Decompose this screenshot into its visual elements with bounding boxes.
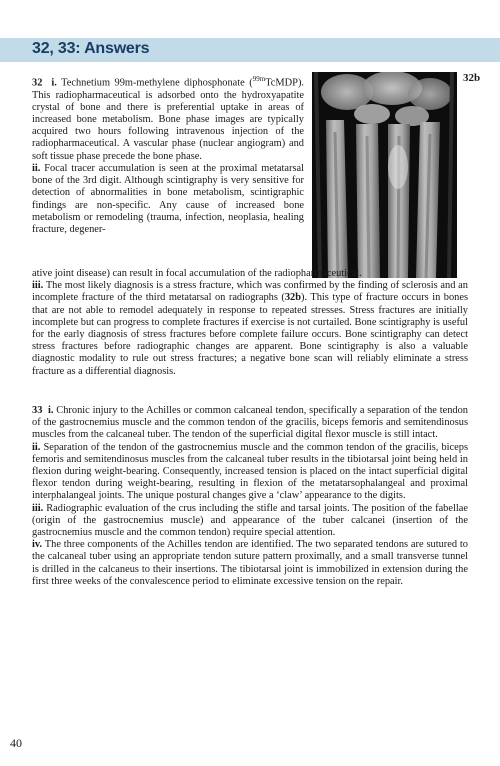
answer-32-ii-continued: ative joint disease) can result in focal accumulation of the radiopharmaceutical.: [32, 268, 362, 279]
part-label: iii.: [32, 502, 44, 514]
part-label: iii.: [32, 280, 44, 292]
answer-33-iii: iii. Radiographic evaluation of the crus including the stifle and tarsal joints. The position of the fabellae (origin of the gastrocnemius muscle) and appearance of the tuber calcanei (insertion of the gastrocnemius muscle and the common tendon) require special attention.: [32, 502, 468, 539]
figure-reference: 32b: [284, 292, 302, 304]
answer-33-i: 33 i. Chronic injury to the Achilles or common calcaneal tendon, specifically a separation of the tendon of the gastrocnemius muscle and the common tendon of the gracilis, biceps femoris and semitendinosus muscles from the calcaneal tuber. The tendon of the superficial digital flexor muscle is still intact.: [32, 405, 468, 441]
part-label: i.: [48, 405, 54, 416]
page-title: 32, 33: Answers: [32, 40, 150, 57]
answer-32-top: [32, 73, 304, 236]
part-label: i.: [51, 77, 57, 89]
part-label: ii.: [32, 162, 41, 174]
answer-32-ii: ii. Focal tracer accumulation is seen at the proximal metatarsal bone of the 3rd digit. Although scintigraphy is very sensitive for detection of abnormalities in bone metabolism, scintigraphic findings are non-specific. Any cause of increased bone metabolism or remodeling (trauma, infection, neoplasia, healing fracture, degener-: [32, 162, 304, 235]
answer-32-i: 32 i. Technetium 99m-methylene diphosphonate ($^{99m}$TcMDP). This radiopharmaceutical is adsorbed onto the hydroxyapatite crystal of bone and there is preferential uptake in areas of increased bone metabolism. Bone phase images are typically acquired two hours following intravenous injection of the radiopharmaceutical. A vascular phase (nuclear angiogram) and soft tissue phase precede the bone phase.: [32, 75, 304, 162]
page-number: 40: [10, 736, 22, 750]
part-label: ii.: [32, 441, 41, 453]
radiograph-image: [312, 72, 457, 278]
answer-33-iv: iv. The three components of the Achilles tendon are identified. The two separated tendons are sutured to the calcaneal tuber using an appropriate tendon suture pattern proximally, and a small transverse tunnel is drilled in the calcaneus to their insertions. The tibiotarsal joint is immobilized in extension during the first three weeks of the convalescence period to eliminate excessive tension on the repair.: [32, 539, 468, 587]
question-number: 33: [32, 405, 43, 416]
bone-radiograph-graphic: [312, 72, 457, 278]
part-label: iv.: [32, 539, 43, 551]
answer-33: [32, 405, 468, 588]
answer-32-iii: iii. The most likely diagnosis is a stress fracture, which was confirmed by the finding of sclerosis and an incomplete fracture of the third metatarsal on radiographs (32b). This type of fracture occurs in bones that are not able to remodel adequately in response to repeated stresses. Stress fractures are initially incomplete but can progress to complete fractures if exercise is not curtailed. Bone scintigraphy is useful for the early diagnosis of stress fractures before complete failure occurs. Bone scintigraphy can detect stress fractures before radiographic changes are apparent. Bone scintigraphy is also a valuable diagnostic modality to rule out stress fractures; a negative bone scan will reliably eliminate a stress fracture as a differential diagnosis.: [32, 280, 468, 377]
answer-32-bottom: [32, 268, 468, 378]
figure-label: 32b: [463, 72, 481, 84]
question-number: 32: [32, 77, 43, 89]
answer-33-ii: ii. Separation of the tendon of the gastrocnemius muscle and the common tendon of the gracilis, biceps femoris and semitendinosus muscles from the calcaneal tuber results in the tibiotarsal joint being held in flexion during weight-bearing. Consequently, increased tension is placed on the intact superficial digital flexor tendon during weight-bearing, resulting in flexion of the metatarsophalangeal and proximal interphalangeal joints. The unique postural changes give a ‘claw’ appearance to the digits.: [32, 441, 468, 502]
